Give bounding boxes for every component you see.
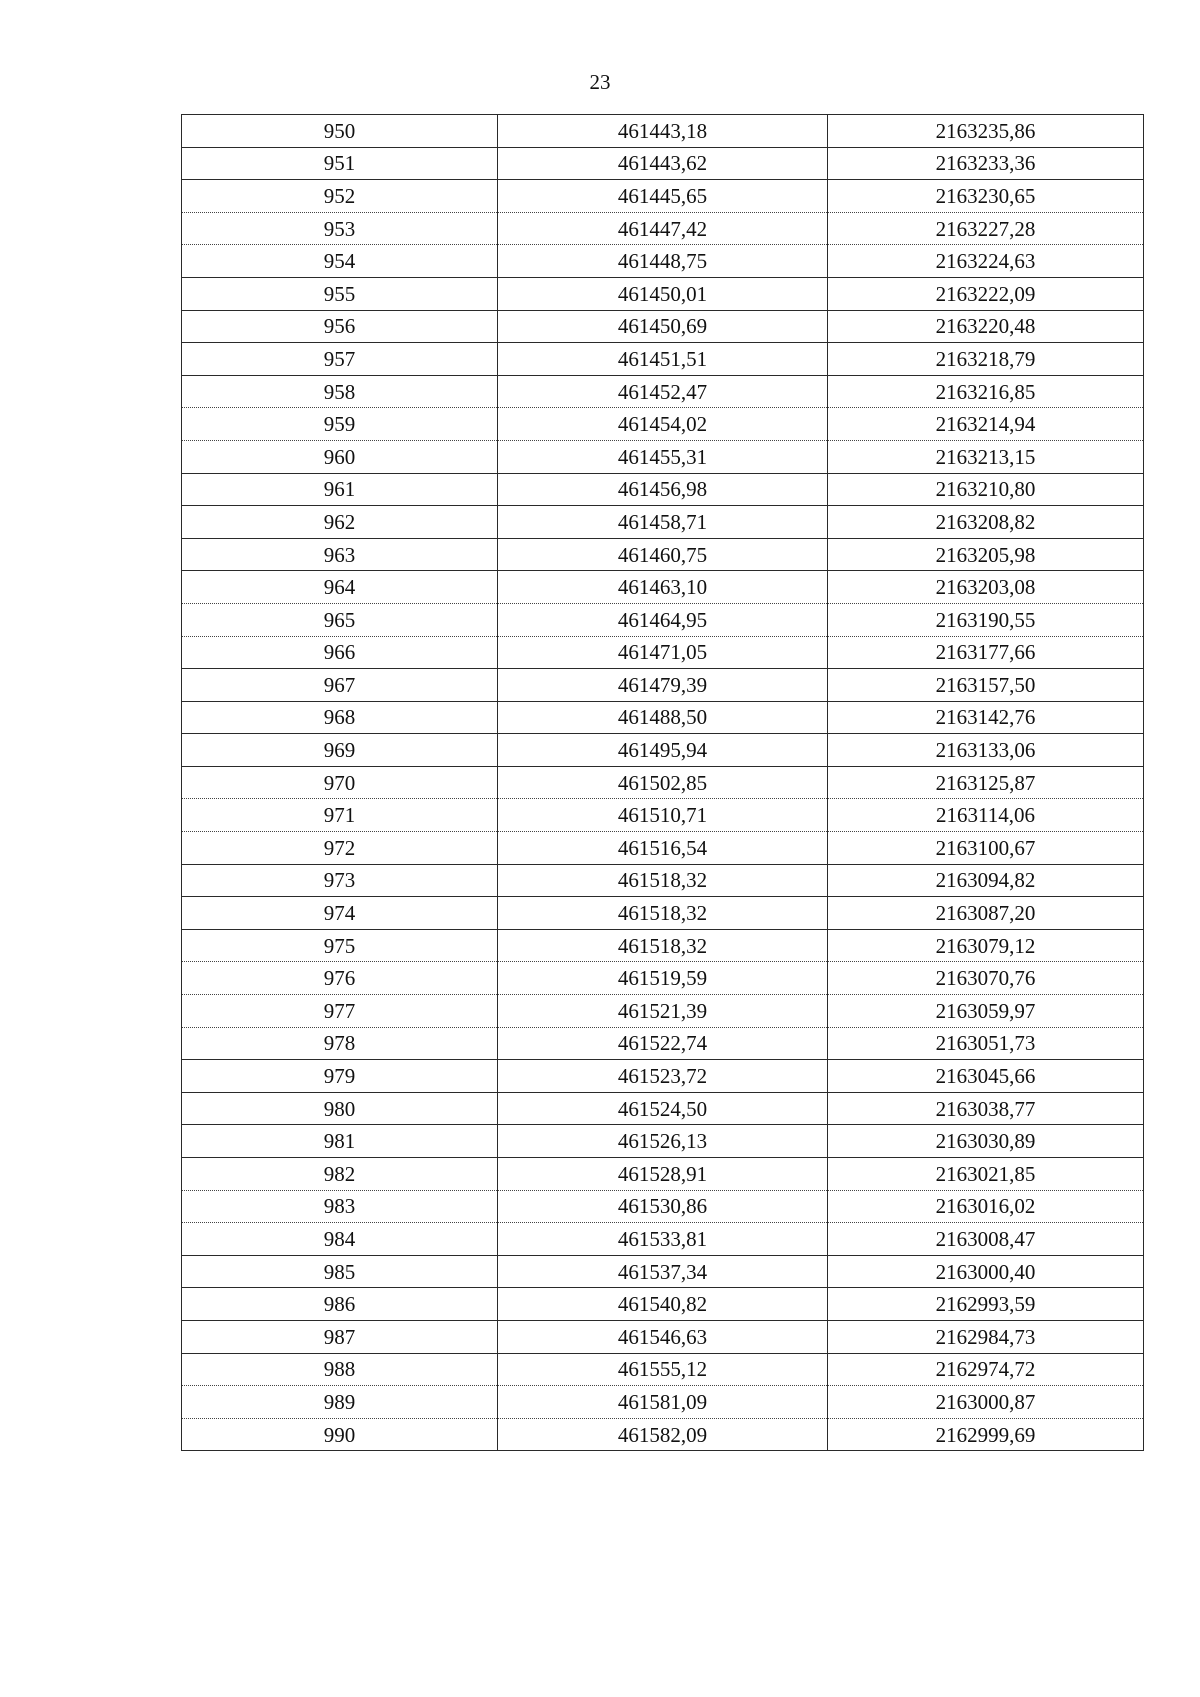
x-coordinate-cell: 461464,95 — [498, 603, 828, 636]
table-row — [182, 343, 1144, 376]
point-number-cell: 985 — [182, 1255, 498, 1288]
point-number-cell: 970 — [182, 766, 498, 799]
table-row — [182, 995, 1144, 1028]
table-row — [182, 1158, 1144, 1191]
table-row — [182, 1092, 1144, 1125]
table-row — [182, 310, 1144, 343]
y-coordinate-cell: 2163021,85 — [828, 1158, 1144, 1191]
point-number-cell: 988 — [182, 1353, 498, 1386]
x-coordinate-cell: 461443,18 — [498, 115, 828, 148]
y-coordinate-cell: 2163203,08 — [828, 571, 1144, 604]
y-coordinate-cell: 2162999,69 — [828, 1418, 1144, 1451]
x-coordinate-cell: 461537,34 — [498, 1255, 828, 1288]
x-coordinate-cell: 461533,81 — [498, 1223, 828, 1256]
x-coordinate-cell: 461455,31 — [498, 440, 828, 473]
y-coordinate-cell: 2163133,06 — [828, 734, 1144, 767]
point-number-cell: 955 — [182, 277, 498, 310]
y-coordinate-cell: 2163087,20 — [828, 897, 1144, 930]
table-row — [182, 799, 1144, 832]
table-row — [182, 734, 1144, 767]
table-row — [182, 701, 1144, 734]
point-number-cell: 981 — [182, 1125, 498, 1158]
point-number-cell: 973 — [182, 864, 498, 897]
point-number-cell: 971 — [182, 799, 498, 832]
x-coordinate-cell: 461521,39 — [498, 995, 828, 1028]
table-row — [182, 115, 1144, 148]
x-coordinate-cell: 461540,82 — [498, 1288, 828, 1321]
point-number-cell: 956 — [182, 310, 498, 343]
y-coordinate-cell: 2163224,63 — [828, 245, 1144, 278]
table-row — [182, 180, 1144, 213]
x-coordinate-cell: 461488,50 — [498, 701, 828, 734]
table-row — [182, 1353, 1144, 1386]
y-coordinate-cell: 2163210,80 — [828, 473, 1144, 506]
point-number-cell: 966 — [182, 636, 498, 669]
table-row — [182, 571, 1144, 604]
table-row — [182, 636, 1144, 669]
y-coordinate-cell: 2163125,87 — [828, 766, 1144, 799]
y-coordinate-cell: 2162993,59 — [828, 1288, 1144, 1321]
x-coordinate-cell: 461518,32 — [498, 864, 828, 897]
table-row — [182, 147, 1144, 180]
x-coordinate-cell: 461451,51 — [498, 343, 828, 376]
y-coordinate-cell: 2163218,79 — [828, 343, 1144, 376]
point-number-cell: 963 — [182, 538, 498, 571]
y-coordinate-cell: 2163016,02 — [828, 1190, 1144, 1223]
y-coordinate-cell: 2163030,89 — [828, 1125, 1144, 1158]
table-row — [182, 669, 1144, 702]
point-number-cell: 969 — [182, 734, 498, 767]
table-row — [182, 212, 1144, 245]
table-row — [182, 1255, 1144, 1288]
y-coordinate-cell: 2163008,47 — [828, 1223, 1144, 1256]
y-coordinate-cell: 2163220,48 — [828, 310, 1144, 343]
x-coordinate-cell: 461502,85 — [498, 766, 828, 799]
x-coordinate-cell: 461450,69 — [498, 310, 828, 343]
x-coordinate-cell: 461471,05 — [498, 636, 828, 669]
y-coordinate-cell: 2163051,73 — [828, 1027, 1144, 1060]
table-row — [182, 832, 1144, 865]
table-row — [182, 929, 1144, 962]
point-number-cell: 953 — [182, 212, 498, 245]
x-coordinate-cell: 461447,42 — [498, 212, 828, 245]
point-number-cell: 983 — [182, 1190, 498, 1223]
point-number-cell: 960 — [182, 440, 498, 473]
x-coordinate-cell: 461546,63 — [498, 1320, 828, 1353]
y-coordinate-cell: 2163213,15 — [828, 440, 1144, 473]
table-row — [182, 1190, 1144, 1223]
table-row — [182, 1288, 1144, 1321]
table-row — [182, 766, 1144, 799]
table-row — [182, 897, 1144, 930]
x-coordinate-cell: 461450,01 — [498, 277, 828, 310]
table-row — [182, 1320, 1144, 1353]
x-coordinate-cell: 461460,75 — [498, 538, 828, 571]
x-coordinate-cell: 461510,71 — [498, 799, 828, 832]
point-number-cell: 958 — [182, 375, 498, 408]
point-number-cell: 974 — [182, 897, 498, 930]
x-coordinate-cell: 461448,75 — [498, 245, 828, 278]
point-number-cell: 975 — [182, 929, 498, 962]
x-coordinate-cell: 461528,91 — [498, 1158, 828, 1191]
x-coordinate-cell: 461581,09 — [498, 1386, 828, 1419]
x-coordinate-cell: 461445,65 — [498, 180, 828, 213]
point-number-cell: 980 — [182, 1092, 498, 1125]
table-row — [182, 1060, 1144, 1093]
x-coordinate-cell: 461516,54 — [498, 832, 828, 865]
table-row — [182, 864, 1144, 897]
point-number-cell: 959 — [182, 408, 498, 441]
coordinates-table-body — [182, 115, 1144, 1451]
y-coordinate-cell: 2163094,82 — [828, 864, 1144, 897]
y-coordinate-cell: 2163070,76 — [828, 962, 1144, 995]
table-row — [182, 473, 1144, 506]
table-row — [182, 440, 1144, 473]
y-coordinate-cell: 2163142,76 — [828, 701, 1144, 734]
x-coordinate-cell: 461495,94 — [498, 734, 828, 767]
y-coordinate-cell: 2163100,67 — [828, 832, 1144, 865]
y-coordinate-cell: 2163216,85 — [828, 375, 1144, 408]
point-number-cell: 965 — [182, 603, 498, 636]
point-number-cell: 986 — [182, 1288, 498, 1321]
table-row — [182, 603, 1144, 636]
table-row — [182, 245, 1144, 278]
x-coordinate-cell: 461524,50 — [498, 1092, 828, 1125]
y-coordinate-cell: 2162974,72 — [828, 1353, 1144, 1386]
x-coordinate-cell: 461456,98 — [498, 473, 828, 506]
point-number-cell: 952 — [182, 180, 498, 213]
y-coordinate-cell: 2163157,50 — [828, 669, 1144, 702]
x-coordinate-cell: 461443,62 — [498, 147, 828, 180]
x-coordinate-cell: 461479,39 — [498, 669, 828, 702]
x-coordinate-cell: 461555,12 — [498, 1353, 828, 1386]
point-number-cell: 951 — [182, 147, 498, 180]
y-coordinate-cell: 2163208,82 — [828, 506, 1144, 539]
x-coordinate-cell: 461523,72 — [498, 1060, 828, 1093]
point-number-cell: 962 — [182, 506, 498, 539]
x-coordinate-cell: 461463,10 — [498, 571, 828, 604]
table-row — [182, 962, 1144, 995]
table-row — [182, 1386, 1144, 1419]
point-number-cell: 984 — [182, 1223, 498, 1256]
table-row — [182, 1418, 1144, 1451]
table-row — [182, 1125, 1144, 1158]
y-coordinate-cell: 2163235,86 — [828, 115, 1144, 148]
point-number-cell: 979 — [182, 1060, 498, 1093]
point-number-cell: 950 — [182, 115, 498, 148]
y-coordinate-cell: 2163190,55 — [828, 603, 1144, 636]
y-coordinate-cell: 2162984,73 — [828, 1320, 1144, 1353]
y-coordinate-cell: 2163227,28 — [828, 212, 1144, 245]
y-coordinate-cell: 2163045,66 — [828, 1060, 1144, 1093]
y-coordinate-cell: 2163233,36 — [828, 147, 1144, 180]
x-coordinate-cell: 461582,09 — [498, 1418, 828, 1451]
table-row — [182, 1223, 1144, 1256]
y-coordinate-cell: 2163000,40 — [828, 1255, 1144, 1288]
x-coordinate-cell: 461526,13 — [498, 1125, 828, 1158]
y-coordinate-cell: 2163230,65 — [828, 180, 1144, 213]
x-coordinate-cell: 461518,32 — [498, 929, 828, 962]
y-coordinate-cell: 2163000,87 — [828, 1386, 1144, 1419]
y-coordinate-cell: 2163214,94 — [828, 408, 1144, 441]
page-number: 23 — [589, 70, 611, 94]
point-number-cell: 987 — [182, 1320, 498, 1353]
x-coordinate-cell: 461452,47 — [498, 375, 828, 408]
x-coordinate-cell: 461454,02 — [498, 408, 828, 441]
point-number-cell: 978 — [182, 1027, 498, 1060]
point-number-cell: 990 — [182, 1418, 498, 1451]
y-coordinate-cell: 2163059,97 — [828, 995, 1144, 1028]
y-coordinate-cell: 2163205,98 — [828, 538, 1144, 571]
point-number-cell: 961 — [182, 473, 498, 506]
x-coordinate-cell: 461518,32 — [498, 897, 828, 930]
point-number-cell: 989 — [182, 1386, 498, 1419]
point-number-cell: 964 — [182, 571, 498, 604]
point-number-cell: 976 — [182, 962, 498, 995]
x-coordinate-cell: 461522,74 — [498, 1027, 828, 1060]
y-coordinate-cell: 2163177,66 — [828, 636, 1144, 669]
table-row — [182, 408, 1144, 441]
y-coordinate-cell: 2163222,09 — [828, 277, 1144, 310]
point-number-cell: 968 — [182, 701, 498, 734]
table-row — [182, 1027, 1144, 1060]
point-number-cell: 982 — [182, 1158, 498, 1191]
point-number-cell: 977 — [182, 995, 498, 1028]
point-number-cell: 954 — [182, 245, 498, 278]
table-row — [182, 506, 1144, 539]
point-number-cell: 957 — [182, 343, 498, 376]
table-row — [182, 538, 1144, 571]
y-coordinate-cell: 2163038,77 — [828, 1092, 1144, 1125]
table-row — [182, 277, 1144, 310]
table-row — [182, 375, 1144, 408]
coordinates-table — [181, 114, 1144, 1451]
y-coordinate-cell: 2163114,06 — [828, 799, 1144, 832]
point-number-cell: 967 — [182, 669, 498, 702]
x-coordinate-cell: 461530,86 — [498, 1190, 828, 1223]
point-number-cell: 972 — [182, 832, 498, 865]
x-coordinate-cell: 461519,59 — [498, 962, 828, 995]
x-coordinate-cell: 461458,71 — [498, 506, 828, 539]
y-coordinate-cell: 2163079,12 — [828, 929, 1144, 962]
